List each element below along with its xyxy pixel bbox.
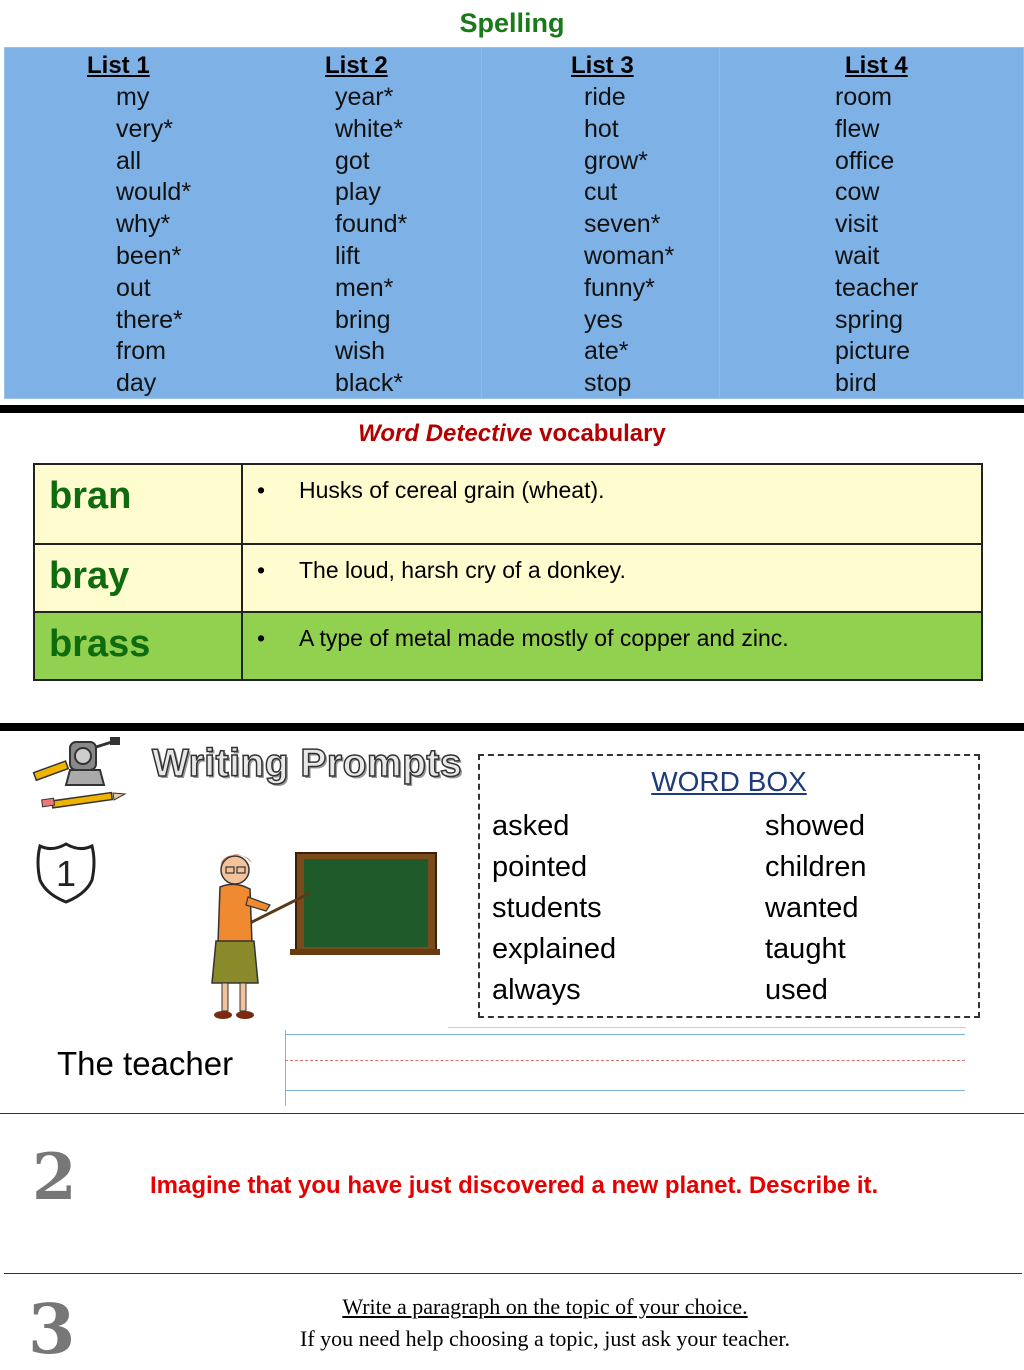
- spelling-word: very*: [116, 114, 173, 143]
- spelling-word: all: [116, 146, 142, 175]
- prompt-divider: [0, 1113, 1024, 1114]
- spelling-word: black*: [335, 369, 404, 398]
- spelling-word: why*: [116, 210, 171, 239]
- word-box-title: WORD BOX: [651, 766, 807, 797]
- spelling-word: found*: [335, 210, 408, 239]
- prompt-2-text: Imagine that you have just discovered a new planet. Describe it.: [150, 1172, 879, 1199]
- table-row: [34, 612, 982, 680]
- spelling-word: bird: [835, 369, 877, 398]
- vocab-definition: [242, 464, 982, 544]
- word-box-word: pointed: [492, 851, 588, 883]
- vocabulary-title-italic: Word Detective: [358, 420, 533, 447]
- bullet: •: [257, 625, 266, 651]
- bullet: •: [257, 477, 266, 503]
- vocab-definition: [242, 612, 982, 680]
- spelling-word: cut: [584, 178, 618, 207]
- writing-line-guide: [448, 1027, 966, 1028]
- definition-text: A type of metal made mostly of copper and zinc.: [299, 625, 789, 651]
- list-1-words: [116, 82, 191, 400]
- writing-line-middle[interactable]: [285, 1060, 965, 1061]
- spelling-word: wish: [335, 337, 386, 366]
- pencil-sharpener-icon: [30, 737, 130, 812]
- route-shield-icon: [34, 840, 98, 904]
- list-3-header: List 3: [571, 52, 634, 79]
- vocab-term: brass: [34, 612, 242, 680]
- word-box-word: asked: [492, 810, 570, 842]
- spelling-word: teacher: [835, 273, 919, 302]
- section-divider: [0, 405, 1024, 413]
- spelling-word: flew: [835, 114, 880, 143]
- word-box-word: used: [765, 974, 828, 1006]
- word-box: [478, 754, 980, 1018]
- list-1-header: List 1: [87, 52, 150, 79]
- prompt-3-instruction: Write a paragraph on the topic of your choice.: [342, 1294, 748, 1319]
- vocab-term: bran: [34, 464, 242, 544]
- column-divider: [719, 48, 720, 398]
- spelling-word: yes: [584, 305, 623, 334]
- word-box-word: showed: [765, 810, 865, 842]
- spelling-word: office: [835, 146, 895, 175]
- table-row: [34, 464, 982, 544]
- section-divider: [0, 723, 1024, 731]
- word-box-right-column: [765, 806, 867, 1011]
- spelling-word: bring: [335, 305, 391, 334]
- word-box-word: explained: [492, 933, 617, 965]
- spelling-word: seven*: [584, 210, 661, 239]
- spelling-word: woman*: [584, 241, 675, 270]
- spelling-word: ride: [584, 83, 626, 111]
- spelling-word: day: [116, 369, 157, 398]
- word-box-word: taught: [765, 933, 846, 965]
- prompt-2-number: 2: [32, 1140, 77, 1215]
- spelling-word: picture: [835, 337, 911, 366]
- vocab-definition: [242, 544, 982, 612]
- spelling-word: funny*: [584, 273, 655, 302]
- vocabulary-title: [0, 420, 1024, 448]
- word-box-word: students: [492, 892, 602, 924]
- spelling-word: spring: [835, 305, 904, 334]
- writing-line-top[interactable]: [285, 1034, 965, 1035]
- spelling-word: wait: [835, 241, 880, 270]
- spelling-word: cow: [835, 178, 880, 207]
- word-box-left-column: [492, 806, 616, 1011]
- spelling-word: room: [835, 83, 892, 111]
- writing-line-bottom[interactable]: [285, 1090, 965, 1091]
- table-row: [34, 544, 982, 612]
- prompt-3-number: 3: [28, 1290, 76, 1370]
- column-divider: [481, 48, 482, 398]
- prompt-1-sentence-starter: The teacher: [57, 1045, 234, 1082]
- spelling-lists-panel: [4, 47, 1024, 399]
- bullet: •: [257, 557, 266, 583]
- list-4-words: [835, 82, 918, 400]
- spelling-word: year*: [335, 83, 394, 111]
- spelling-word: out: [116, 273, 151, 302]
- spelling-word: would*: [116, 178, 192, 207]
- spelling-word: got: [335, 146, 370, 175]
- writing-margin: [285, 1030, 286, 1106]
- spelling-word: from: [116, 337, 166, 366]
- prompt-1-number: 1: [55, 853, 77, 894]
- spelling-word: play: [335, 178, 381, 207]
- word-box-word: always: [492, 974, 581, 1006]
- list-4-header: List 4: [845, 52, 908, 79]
- list-2-words: [335, 82, 407, 400]
- definition-text: Husks of cereal grain (wheat).: [299, 477, 605, 503]
- definition-text: The loud, harsh cry of a donkey.: [299, 557, 626, 583]
- list-2-header: List 2: [325, 52, 388, 79]
- word-box-word: children: [765, 851, 867, 883]
- spelling-word: ate*: [584, 337, 629, 366]
- spelling-word: stop: [584, 369, 632, 398]
- writing-prompts-title: Writing Prompts: [152, 742, 463, 785]
- spelling-word: my: [116, 83, 150, 111]
- vocabulary-title-rest: vocabulary: [532, 420, 666, 447]
- spelling-word: been*: [116, 241, 182, 270]
- prompt-divider: [4, 1273, 1022, 1274]
- vocab-term: bray: [34, 544, 242, 612]
- teacher-at-chalkboard-illustration: [190, 845, 440, 1025]
- spelling-word: there*: [116, 305, 183, 334]
- spelling-title: Spelling: [459, 8, 565, 38]
- prompt-3-help-text: If you need help choosing a topic, just ask your teacher.: [300, 1326, 790, 1351]
- vocabulary-table: [33, 463, 983, 681]
- spelling-word: lift: [335, 241, 360, 270]
- word-box-word: wanted: [765, 892, 859, 924]
- list-3-words: [584, 82, 674, 400]
- spelling-word: men*: [335, 273, 394, 302]
- spelling-word: white*: [335, 114, 404, 143]
- spelling-word: visit: [835, 210, 879, 239]
- spelling-word: grow*: [584, 146, 648, 175]
- spelling-word: hot: [584, 114, 619, 143]
